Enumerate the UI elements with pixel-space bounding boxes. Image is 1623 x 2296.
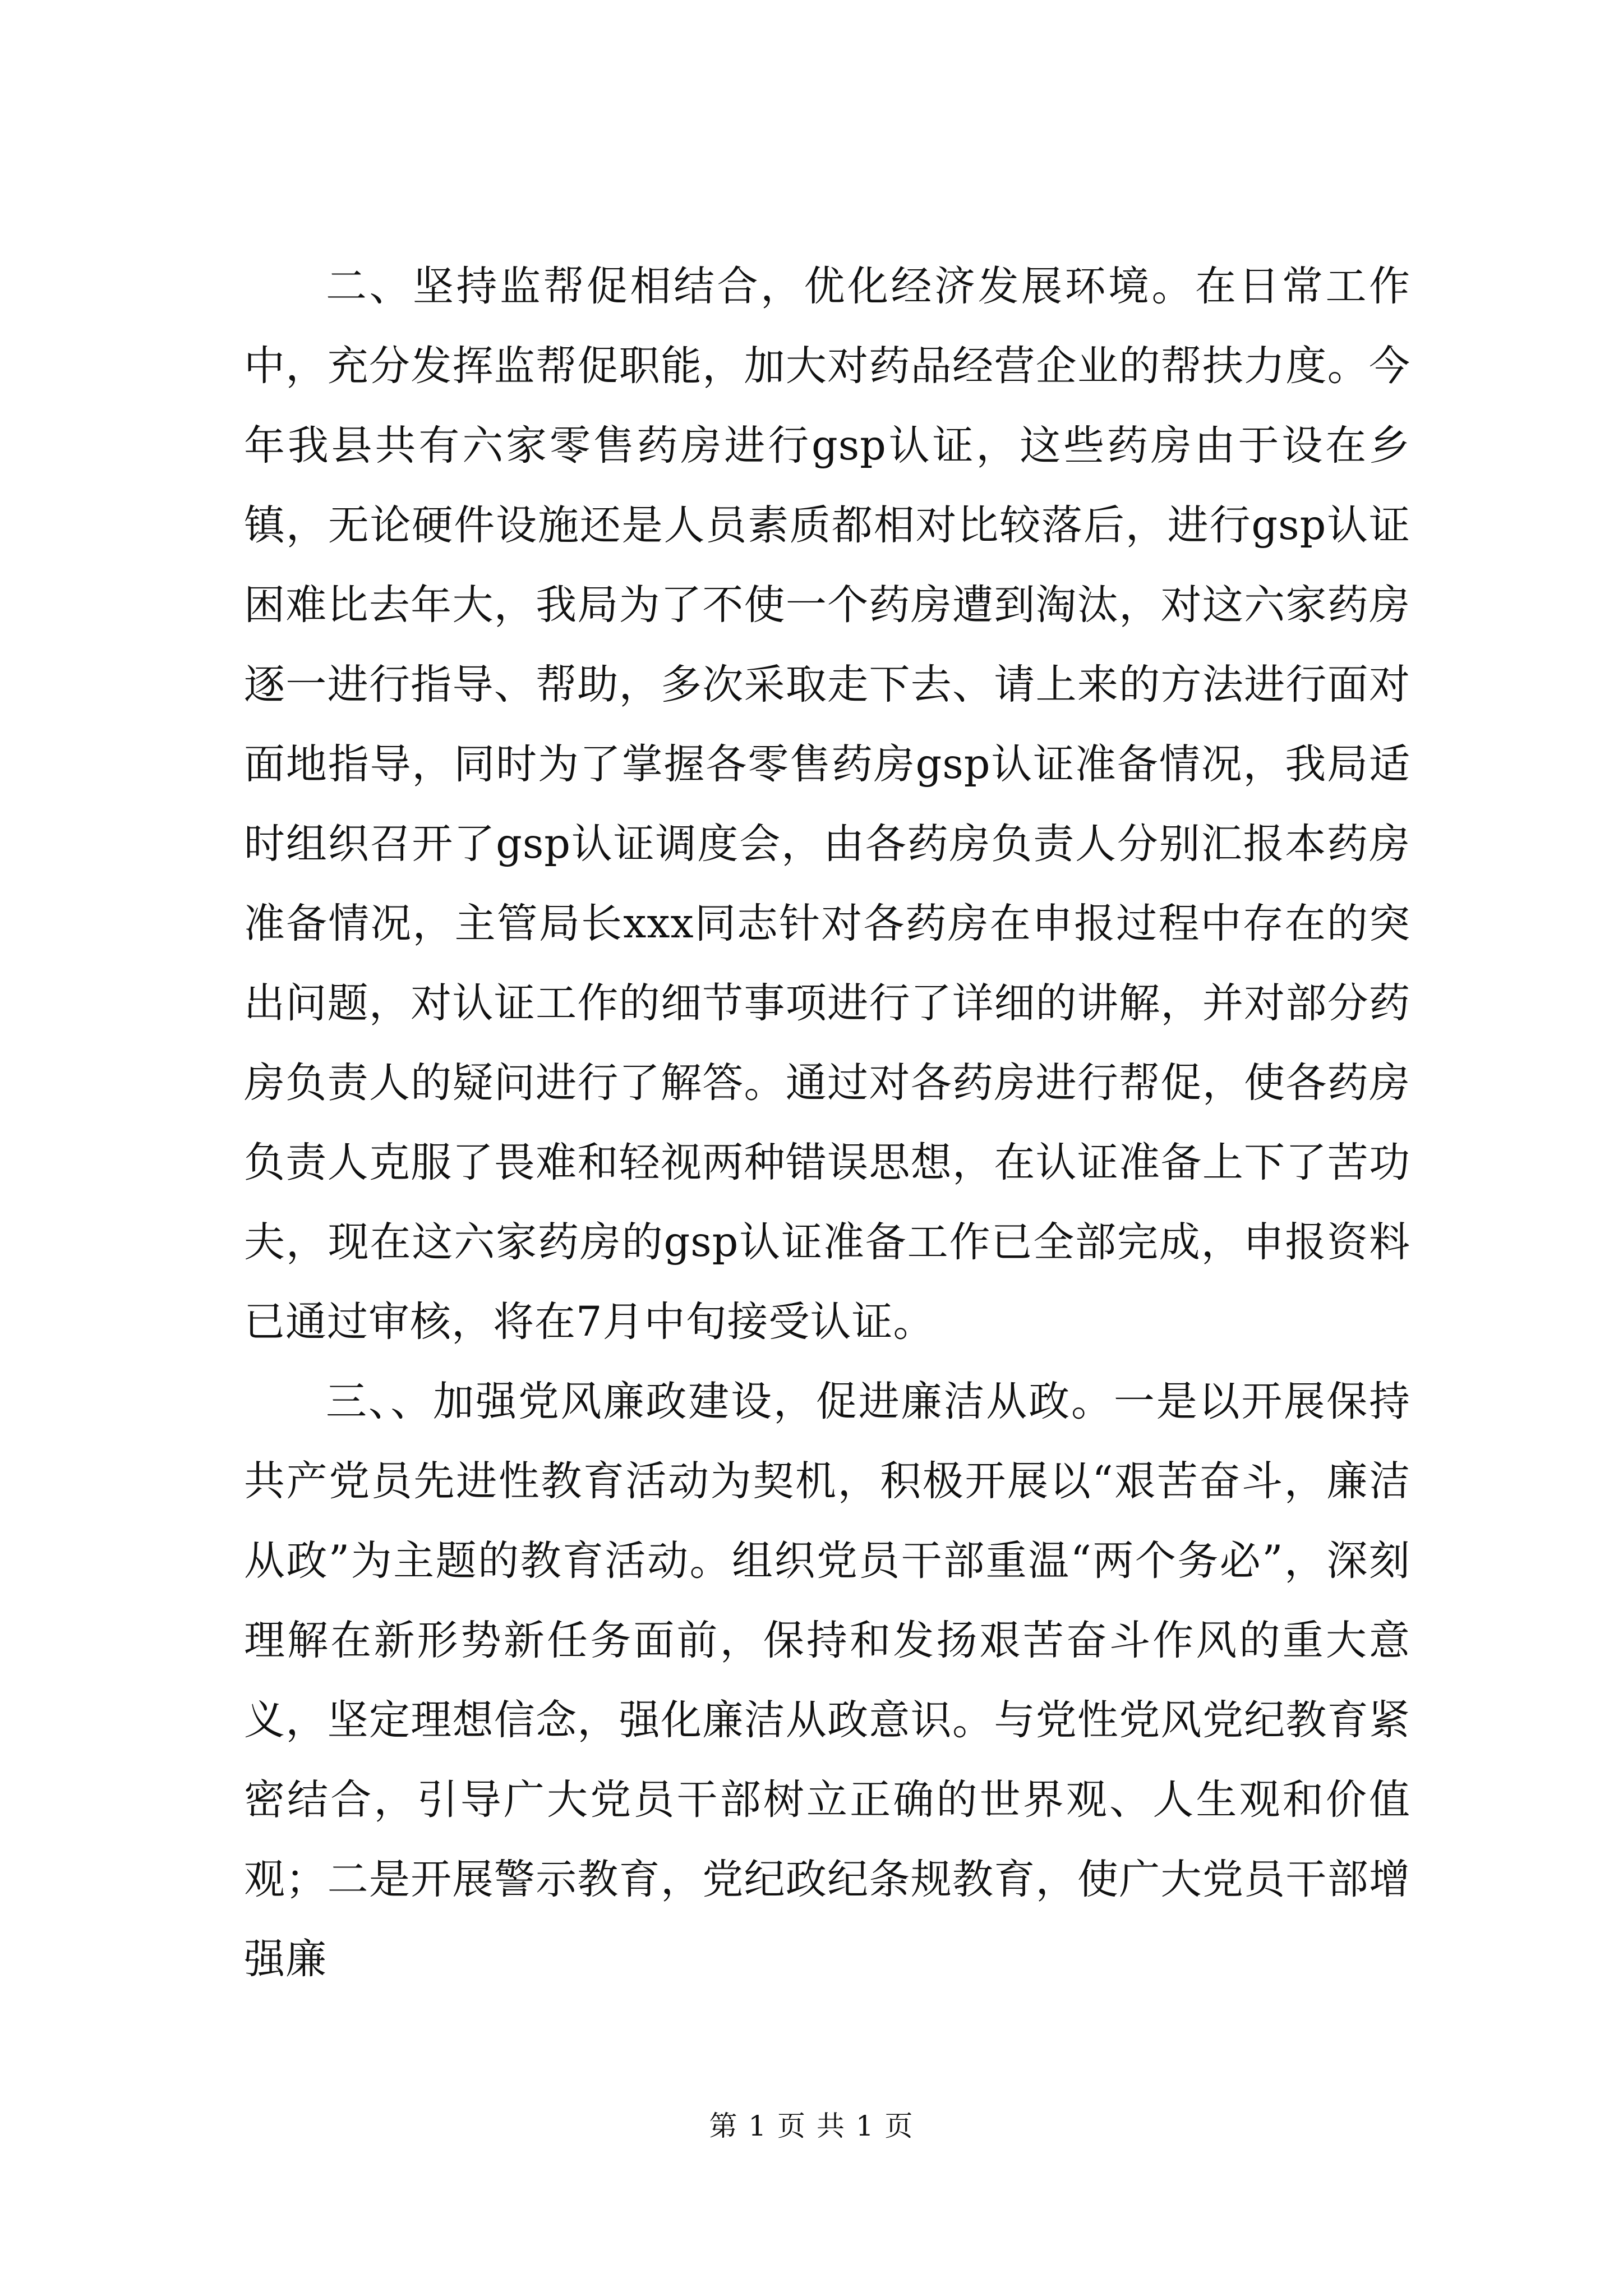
page-footer: 第 1 页 共 1 页 bbox=[709, 2110, 914, 2142]
paragraph-3: 三、、加强党风廉政建设，促进廉洁从政。一是以开展保持共产党员先进性教育活动为契机，积极开展以“艰苦奋斗，廉洁从政”为主题的教育活动。组织党员干部重温“两个务必”，深刻理解在新形势新任务面前，保持和发扬艰苦奋斗作风的重大意义，坚定理想信念，强化廉洁从政意识。与党性党风党纪教育紧密结合，引导广大党员干部树立正确的世界观、人生观和价值观；二是开展警示教育，党纪政纪条规教育，使广大党员干部增强廉 bbox=[244, 1378, 1410, 1983]
document-body bbox=[244, 247, 1410, 1999]
paragraph-2: 二、坚持监帮促相结合，优化经济发展环境。在日常工作中，充分发挥监帮促职能，加大对药品经营企业的帮扶力度。今年我县共有六家零售药房进行gsp认证，这些药房由于设在乡镇，无论硬件设施还是人员素质都相对比较落后，进行gsp认证困难比去年大，我局为了不使一个药房遭到淘汰，对这六家药房逐一进行指导、帮助，多次采取走下去、请上来的方法进行面对面地指导，同时为了掌握各零售药房gsp认证准备情况，我局适时组织召开了gsp认证调度会，由各药房负责人分别汇报本药房准备情况，主管局长xxx同志针对各药房在申报过程中存在的突出问题，对认证工作的细节事项进行了详细的讲解，并对部分药房负责人的疑问进行了解答。通过对各药房进行帮促，使各药房负责人克服了畏难和轻视两种错误思想，在认证准备上下了苦功夫，现在这六家药房的gsp认证准备工作已全部完成，申报资料已通过审核，将在7月中旬接受认证。 bbox=[244, 263, 1410, 1346]
